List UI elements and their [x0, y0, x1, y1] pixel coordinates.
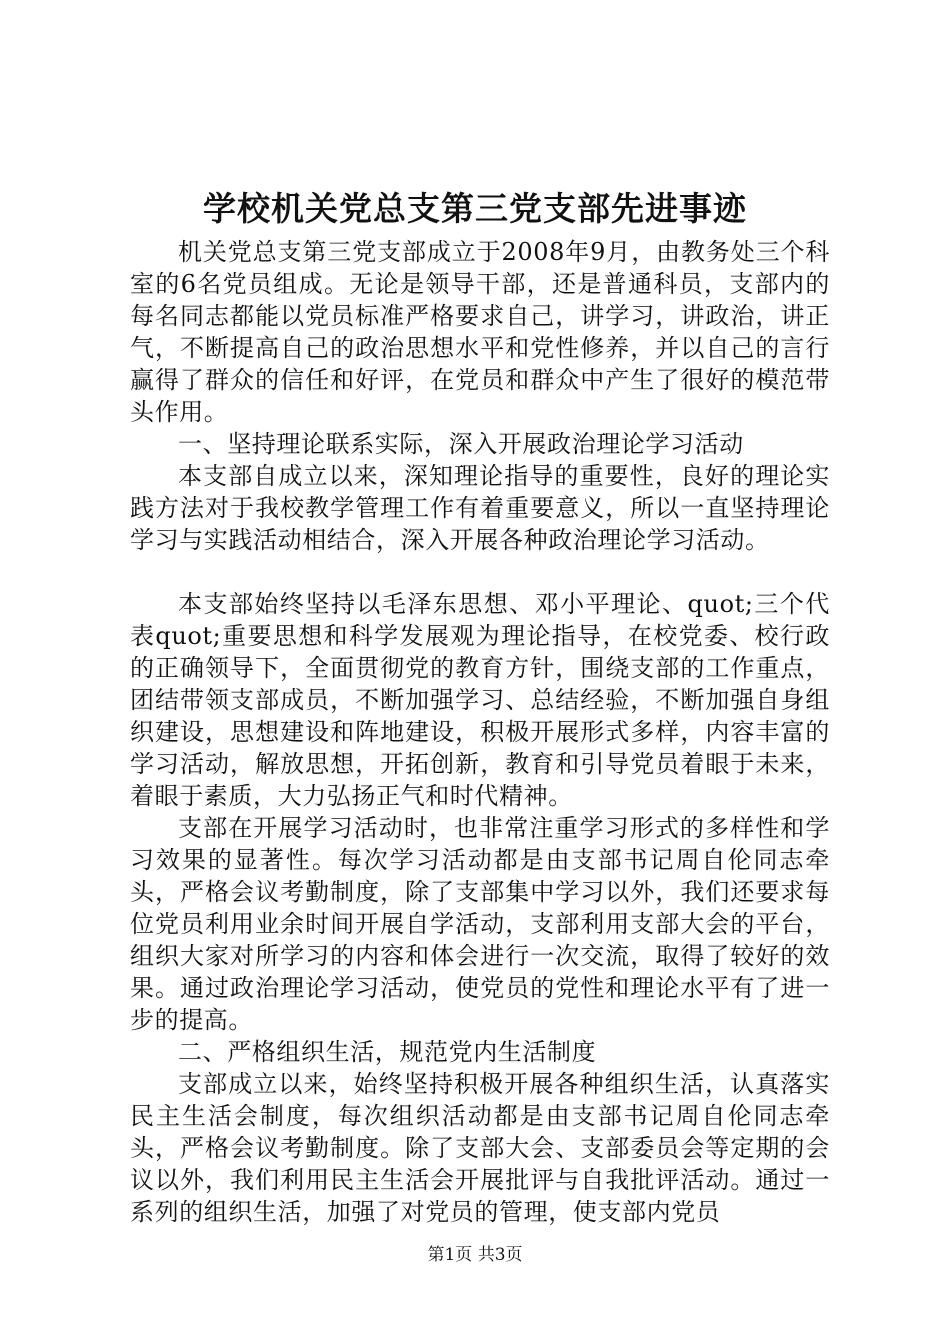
paragraph-theory-importance: 本支部自成立以来，深知理论指导的重要性，良好的理论实践方法对于我校教学管理工作有着重要意义，所以一直坚持理论学习与实践活动相结合，深入开展各种政治理论学习活动。 [130, 462, 830, 554]
document-title: 学校机关党总支第三党支部先进事迹 [203, 189, 747, 228]
page-footer: 第1页 共3页 [427, 1245, 523, 1265]
paragraph-intro: 机关党总支第三党支部成立于2008年9月，由教务处三个科室的6名党员组成。无论是领导干部，还是普通科员，支部内的每名同志都能以党员标准严格要求自己，讲学习，讲政治，讲正气，不断提高自己的政治思想水平和党性修养，并以自己的言行赢得了群众的信任和好评，在党员和群众中产生了很好的模范带头作用。 [130, 238, 830, 426]
paragraph-guiding-thought: 本支部始终坚持以毛泽东思想、邓小平理论、quot;三个代表quot;重要思想和科学发展观为理论指导，在校党委、校行政的正确领导下，全面贯彻党的教育方针，围绕支部的工作重点，团结带领支部成员，不断加强学习、总结经验，不断加强自身组织建设，思想建设和阵地建设，积极开展形式多样，内容丰富的学习活动，解放思想，开拓创新，教育和引导党员着眼于未来，着眼于素质，大力弘扬正气和时代精神。 [130, 590, 830, 810]
section-heading-2: 二、严格组织生活，规范党内生活制度 [178, 1038, 597, 1066]
paragraph-organization-life: 支部成立以来，始终坚持积极开展各种组织生活，认真落实民主生活会制度，每次组织活动都是由支部书记周自伦同志牵头，严格会议考勤制度。除了支部大会、支部委员会等定期的会议以外，我们利用民主生活会开展批评与自我批评活动。通过一系列的组织生活，加强了对党员的管理，使支部内党员 [130, 1070, 830, 1226]
paragraph-study-forms: 支部在开展学习活动时，也非常注重学习形式的多样性和学习效果的显著性。每次学习活动都是由支部书记周自伦同志牵头，严格会议考勤制度，除了支部集中学习以外，我们还要求每位党员利用业余时间开展自学活动，支部利用支部大会的平台，组织大家对所学习的内容和体会进行一次交流，取得了较好的效果。通过政治理论学习活动，使党员的党性和理论水平有了进一步的提高。 [130, 814, 830, 1034]
document-body [130, 236, 830, 1228]
paragraph-spacer [130, 556, 830, 588]
section-heading-1: 一、坚持理论联系实际，深入开展政治理论学习活动 [178, 430, 744, 458]
